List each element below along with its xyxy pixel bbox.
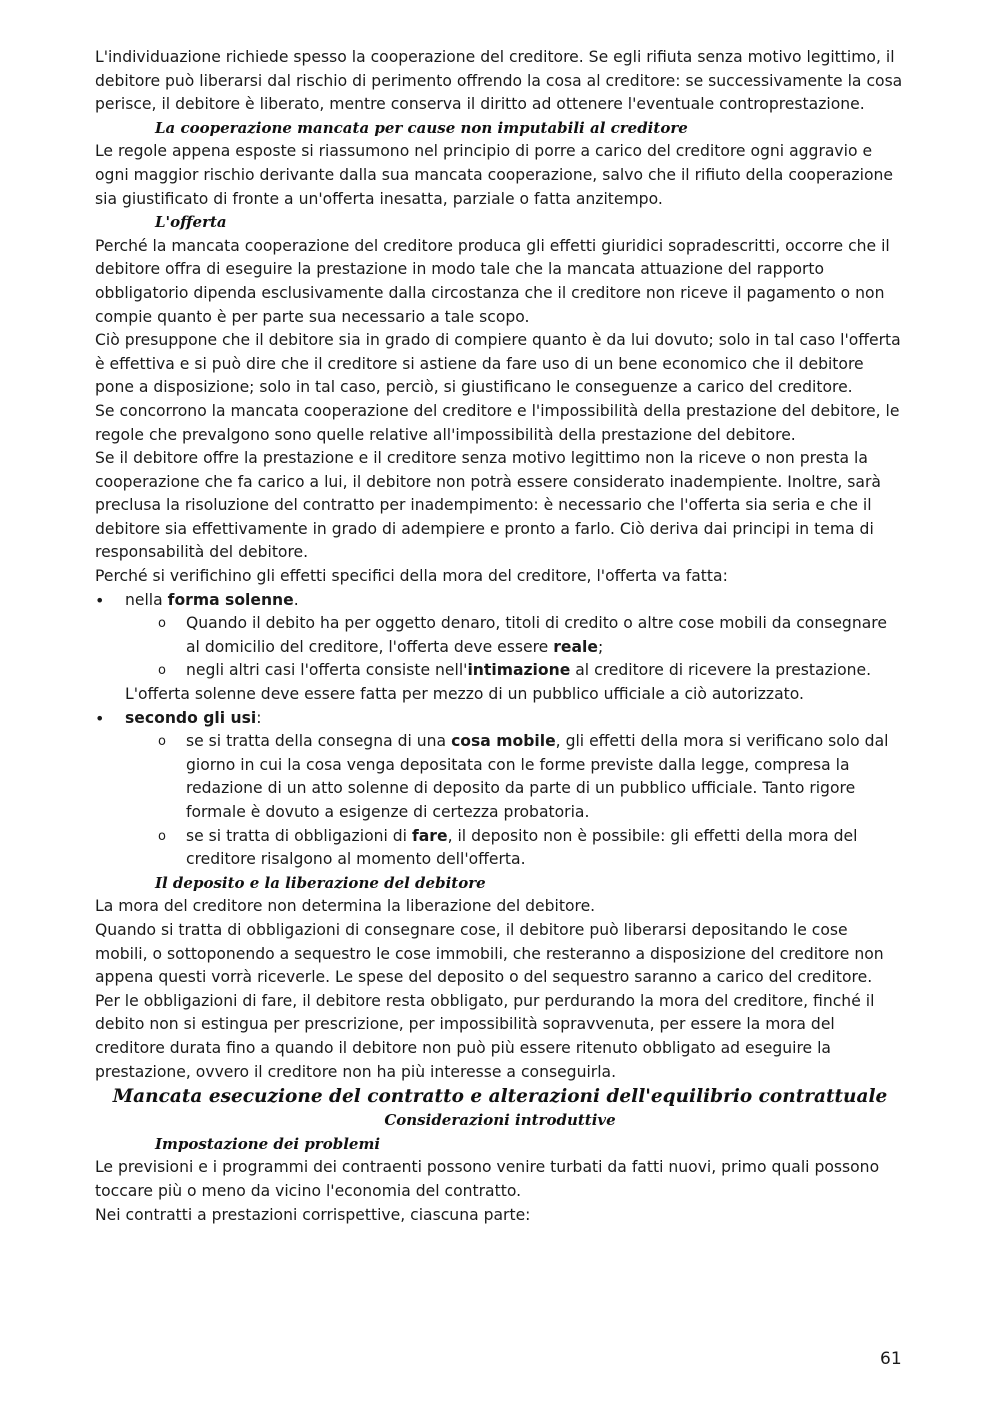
paragraph: La mora del creditore non determina la liberazione del debitore. xyxy=(95,897,596,916)
bullet-bold-text: secondo gli usi xyxy=(125,708,257,727)
bullet-text: nella xyxy=(125,590,168,609)
sub-bullet-text: , gli effetti della mora si verificano solo dal giorno in cui la cosa venga depositata con le forme previste dalla legge, compresa la redazione di un atto solenne di deposito da parte di un pubblico ufficiale. Tanto rigore formale è dovuto a esigenze di certezza probatoria. xyxy=(186,732,889,821)
paragraph: L'individuazione richiede spesso la cooperazione del creditore. Se egli rifiuta senza motivo legittimo, il debitore può liberarsi dal rischio di perimento offrendo la cosa al creditore: se successivamente la cosa perisce, il debitore è liberato, mentre conserva il diritto ad ottenere l'eventuale controprestazione. xyxy=(95,48,903,114)
bullet-item xyxy=(95,589,905,613)
sub-bullet-bold-text: reale xyxy=(553,637,598,656)
sub-bullet-text: Quando il debito ha per oggetto denaro, titoli di credito o altre cose mobili da consegnare al domicilio del creditore, l'offerta deve essere xyxy=(186,614,887,656)
section-heading: Il deposito e la liberazione del debitore xyxy=(155,873,486,892)
paragraph: Le previsioni e i programmi dei contraenti possono venire turbati da fatti nuovi, primo quali possono toccare più o meno da vicino l'economia del contratto. xyxy=(95,1158,880,1200)
bullet-text: . xyxy=(293,590,299,609)
sub-bullet-text: se si tratta della consegna di una xyxy=(186,732,452,751)
paragraph: Nei contratti a prestazioni corrispettive, ciascuna parte: xyxy=(95,1205,531,1224)
sub-bullet-bold-text: intimazione xyxy=(467,661,571,680)
sub-bullet-text: ; xyxy=(597,637,604,656)
bullet-note: L'offerta solenne deve essere fatta per mezzo di un pubblico ufficiale a ciò autorizzato. xyxy=(125,685,804,704)
section-heading: L'offerta xyxy=(155,213,227,232)
sub-bullet-item xyxy=(95,730,905,824)
paragraph: Se concorrono la mancata cooperazione del creditore e l'impossibilità della prestazione del debitore, le regole che prevalgono sono quelle relative all'impossibilità della prestazione del debitore. xyxy=(95,401,900,444)
sub-bullet-bold-text: cosa mobile xyxy=(451,732,556,751)
paragraph: Ciò presuppone che il debitore sia in grado di compiere quanto è da lui dovuto; solo in tal caso l'offerta è effettiva e si può dire che il creditore si astiene da fare uso di un bene economico che il debitore pone a disposizione; solo in tal caso, perciò, si giustificano le conseguenze a carico del creditore. xyxy=(95,331,901,397)
chapter-title: Mancata esecuzione del contratto e alterazioni dell'equilibrio contrattuale xyxy=(112,1086,888,1108)
page-body xyxy=(95,46,905,1227)
sub-bullet-text: negli altri casi l'offerta consiste nell' xyxy=(186,661,468,680)
section-heading: La cooperazione mancata per cause non imputabili al creditore xyxy=(155,118,688,137)
sub-bullet-item xyxy=(95,612,905,659)
sub-bullet-item xyxy=(95,659,905,683)
bullet-text: : xyxy=(256,708,262,727)
paragraph: Le regole appena esposte si riassumono nel principio di porre a carico del creditore ogni aggravio e ogni maggior rischio derivante dalla sua mancata cooperazione, salvo che il rifiuto della cooperazione sia giustificato di fronte a un'offerta inesatta, parziale o fatta anzitempo. xyxy=(95,142,893,208)
paragraph: Perché si verifichino gli effetti specifici della mora del creditore, l'offerta va fatta: xyxy=(95,567,728,586)
sub-bullet-text: , il deposito non è possibile: gli effetti della mora del creditore risalgono al momento dell'offerta. xyxy=(186,826,858,869)
page-number: 61 xyxy=(880,1349,902,1369)
sub-bullet-text: se si tratta di obbligazioni di xyxy=(186,826,412,845)
paragraph: Quando si tratta di obbligazioni di consegnare cose, il debitore può liberarsi depositando le cose mobili, o sottoponendo a sequestro le cose immobili, che resteranno a disposizione del creditore non appena questi vorrà riceverle. Le spese del deposito o del sequestro saranno a carico del creditore. xyxy=(95,920,884,987)
chapter-subtitle: Considerazioni introduttive xyxy=(384,1111,616,1130)
sub-bullet-bold-text: fare xyxy=(411,826,448,845)
paragraph: Se il debitore offre la prestazione e il creditore senza motivo legittimo non la riceve o non presta la cooperazione che fa carico a lui, il debitore non potrà essere considerato inadempiente. Inoltre, sarà preclusa la risoluzione del contratto per inadempimento: è necessario che l'offerta sia seria e che il debitore sia effettivamente in grado di adempiere e pronto a farlo. Ciò deriva dai principi in tema di responsabilità del debitore. xyxy=(95,449,881,562)
paragraph: Per le obbligazioni di fare, il debitore resta obbligato, pur perdurando la mora del creditore, finché il debito non si estingua per prescrizione, per impossibilità sopravvenuta, per essere la mora del creditore durata fino a quando il debitore non può più essere ritenuto obbligato ad eseguire la prestazione, ovvero il creditore non ha più interesse a conseguirla. xyxy=(95,991,875,1081)
paragraph: Perché la mancata cooperazione del creditore produca gli effetti giuridici sopradescritti, occorre che il debitore offra di eseguire la prestazione in modo tale che la mancata attuazione del rapporto obbligatorio dipenda esclusivamente dalla circostanza che il creditore non riceve il pagamento o non compie quanto è per parte sua necessario a tale scopo. xyxy=(95,236,890,326)
bullet-bold-text: forma solenne xyxy=(167,590,294,609)
sub-bullet-text: al creditore di ricevere la prestazione. xyxy=(570,661,872,680)
sub-bullet-item xyxy=(95,825,905,872)
bullet-item xyxy=(95,707,905,731)
section-heading: Impostazione dei problemi xyxy=(155,1134,381,1153)
